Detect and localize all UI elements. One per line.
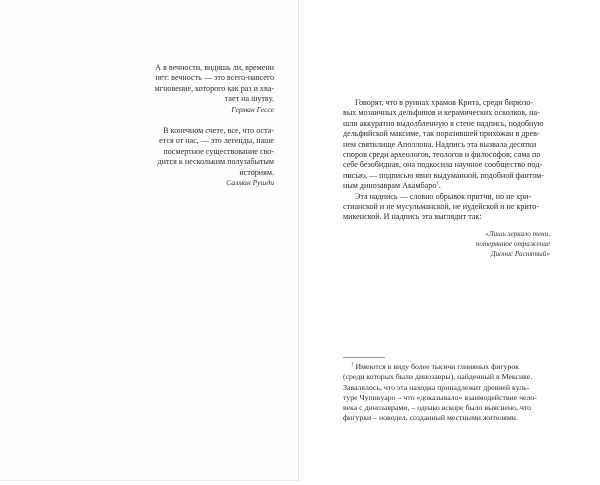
body-line: шли аккуратно выдолбленную в стене надпись, подобную xyxy=(343,118,544,128)
body-line: Эта надпись — словно обрывок притчи, но не хри- xyxy=(355,191,532,201)
epigraph-author: Салман Рушди xyxy=(226,178,274,188)
epigraph-line: тает на шутку. xyxy=(224,94,274,104)
epigraph-line: дится к нескольким полузабытым xyxy=(157,157,274,167)
footnote-line: (среди которых были динозавры), найденный в Мексике. xyxy=(343,372,533,382)
footnote-line: фигурки – новодел, созданный местными жителями. xyxy=(343,413,518,423)
epigraph-line: ется от нас, — это легенды, наше xyxy=(159,136,274,146)
body-line: микенской. И надпись эта выглядит так: xyxy=(343,212,482,222)
left-page xyxy=(0,0,299,481)
footnote-line: туре Чупикуаро – что «доказывало» взаимодействие чело- xyxy=(343,392,537,402)
body-line: нем святилище Аполлона. Надпись эта вызвала десятки xyxy=(343,139,537,149)
body-line: дельфийской максиме, так поразившей прихожан в древ- xyxy=(343,129,540,139)
quote-line: «Лишь зеркало тени, xyxy=(485,230,550,238)
epigraph-author: Герман Гессе xyxy=(231,104,274,114)
body-line: Говорят, что в руинах храмов Крита, среди бирюзо- xyxy=(355,98,534,107)
body-line-with-footnote: ным динозаврам Акамбаро$^1$. xyxy=(343,181,441,191)
quote-signature: Дионис Распятый» xyxy=(491,250,550,259)
epigraph-line: историям. xyxy=(239,167,274,177)
body-line: себе безобидная, она подкосила научное сообщество под- xyxy=(343,160,543,170)
body-line: писью, — подписью явно выдуманной, подобной фантом- xyxy=(343,170,544,180)
epigraph-line: В конечном счете, все, что оста- xyxy=(163,126,274,135)
body-line: стианской и не мусульманской, не иудейской и не крито- xyxy=(343,202,539,212)
epigraph-line: нет: вечность — это всего-навсего xyxy=(155,73,274,83)
footnote-line: Завалялось, что эта находка принадлежит древней куль- xyxy=(343,382,530,392)
body-line: вых мозаичных дельфинов и керамических осколков, на- xyxy=(343,108,540,118)
footnote-ref[interactable]: 1 xyxy=(436,181,439,187)
inscription-quote xyxy=(440,229,550,260)
footnote-divider xyxy=(343,357,385,358)
footnote-line xyxy=(343,362,549,372)
epigraph-line: А в вечности, видишь ли, времени xyxy=(155,63,274,72)
footnote xyxy=(343,362,549,424)
body-line: ным динозаврам Акамбаро xyxy=(343,181,437,191)
epigraph-line: посмертное существование сво- xyxy=(163,146,274,156)
epigraph-hesse xyxy=(114,63,274,115)
footnote-marker: 1 xyxy=(351,362,354,368)
footnote-text: Имеются в виду более тысячи глиняных фигурок xyxy=(355,362,520,371)
quote-line: потерянное отражение xyxy=(475,240,550,249)
body-paragraphs xyxy=(343,98,549,223)
epigraph-line: мгновение, которого как раз и хва- xyxy=(154,83,274,93)
footnote-line: века с динозаврами, – однако вскоре было выяснено, что xyxy=(343,403,532,413)
epigraph-rushdie xyxy=(114,126,274,188)
body-line: споров среди археологов, теологов и философов; сама по xyxy=(343,150,541,160)
